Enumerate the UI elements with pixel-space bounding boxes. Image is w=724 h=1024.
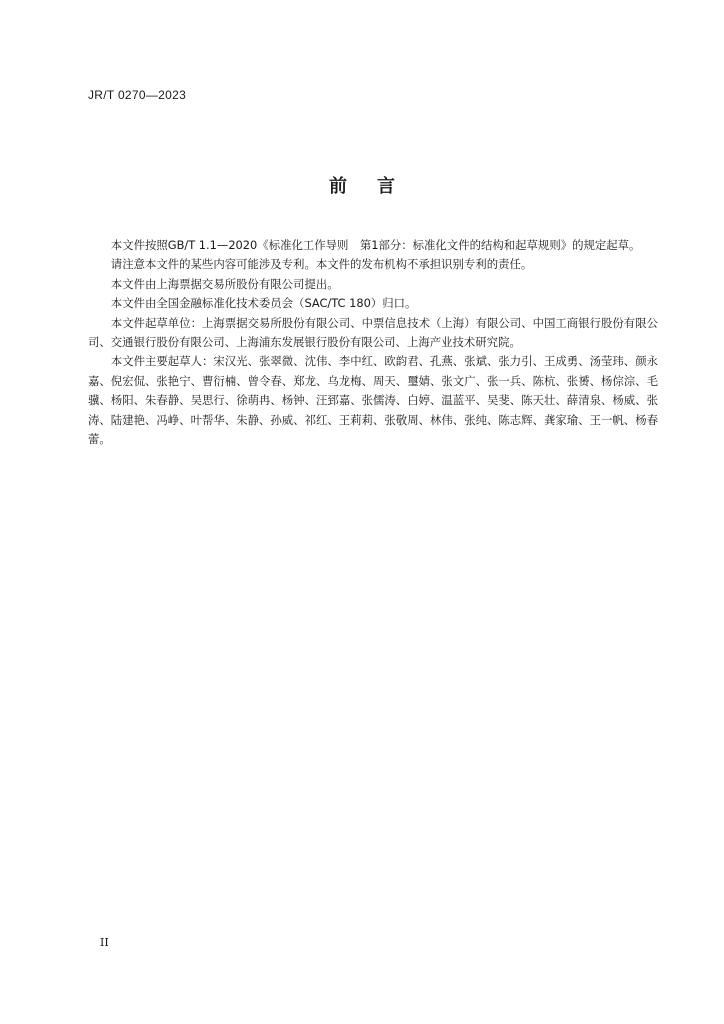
paragraph-proposer: 本文件由上海票据交易所股份有限公司提出。 <box>110 276 339 291</box>
page-number: II <box>100 936 109 949</box>
standard-code: JR/T 0270—2023 <box>88 88 187 102</box>
foreword-body <box>88 236 658 449</box>
paragraph-committee: 本文件由全国金融标准化技术委员会（SAC/TC 180）归口。 <box>110 296 417 311</box>
paragraph-drafting-units: 本文件起草单位：上海票据交易所股份有限公司、中票信息技术（上海）有限公司、中国工商银行股份有限公司、交通银行股份有限公司、上海浦东发展银行股份有限公司、上海产业技术研究院。 <box>88 315 658 350</box>
paragraph-patent-notice: 请注意本文件的某些内容可能涉及专利。本文件的发布机构不承担识别专利的责任。 <box>110 257 533 272</box>
paragraph-drafters: 本文件主要起草人：宋汉光、张翠微、沈伟、李中红、欧韵君、孔燕、张斌、张力引、王成勇、汤莹玮、颜永嘉、倪宏侃、张艳宁、曹衍楠、曾令春、郑龙、乌龙梅、周天、璽婧、张文广、张一兵、陈杭、张赟、杨倧淙、毛骥、杨阳、朱春静、吴思行、徐萌冉、杨钟、汪郅嘉、张儒涛、白婷、温蓝平、吴斐、陈天壮、薛清泉、杨威、张涛、陆建艳、冯峥、叶帮华、朱静、孙威、祁红、王莉莉、张敬周、林伟、张纯、陈志辉、龚家瑜、王一帆、杨春蕾。 <box>88 354 658 447</box>
paragraph-drafting-rules: 本文件按照GB/T 1.1—2020《标准化工作导则 第1部分：标准化文件的结构和起草规则》的规定起草。 <box>110 238 641 252</box>
section-title: 前言 <box>329 176 425 197</box>
